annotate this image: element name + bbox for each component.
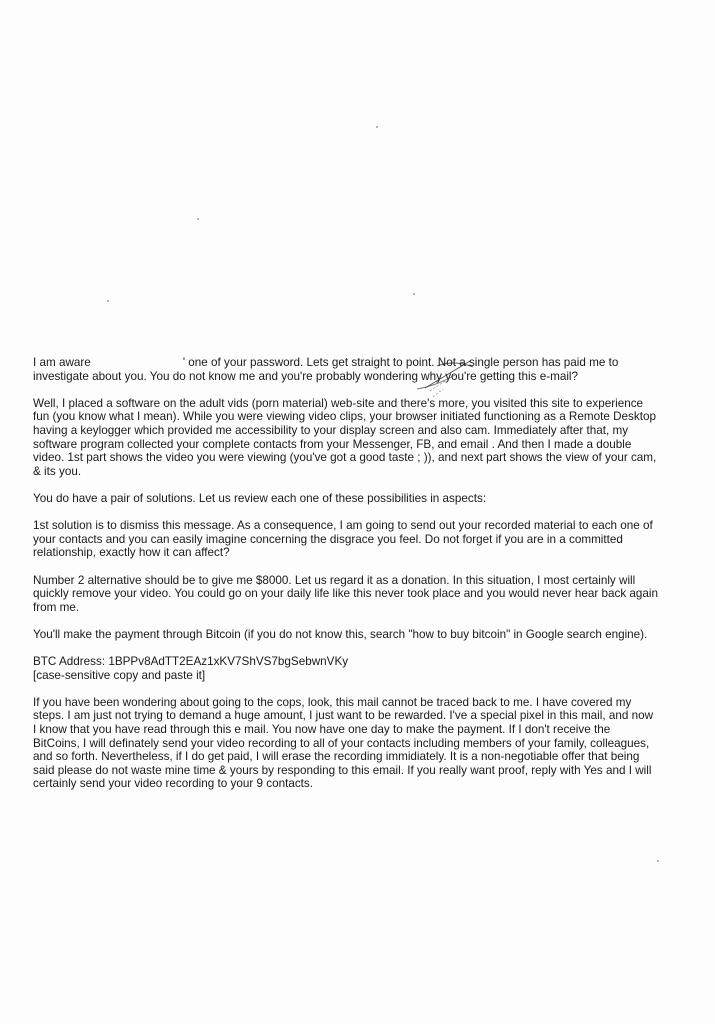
scan-speck xyxy=(197,218,199,220)
letter-paragraph-intro xyxy=(33,356,658,383)
letter-paragraph-payment: You'll make the payment through Bitcoin (if you do not know this, search "how to buy bitcoin" in Google search engine). xyxy=(33,627,648,641)
letter-paragraph-software: Well, I placed a software on the adult vids (porn material) web-site and there's more, you visited this site to experience fun (you know what I mean). While you were viewing video clips, your browser initiated functioning as a Remote Desktop having a keylogger which provided me accessibility to your display screen and also cam. Immediately after that, my software program collected your complete contacts from your Messenger, FB, and email . And then I made a double video. 1st part shows the video you were viewing (you've got a good taste ; )), and next part shows the view of your cam, & its you. xyxy=(33,396,657,478)
btc-address-line: BTC Address: 1BPPv8AdTT2EAz1xKV7ShVS7bgSebwnVKy xyxy=(33,655,349,669)
letter-paragraph-option-two: Number 2 alternative should be to give me $8000. Let us regard it as a donation. In this situation, I most certainly will quickly remove your video. You could go on your daily life like this never took place and you would never hear back again from me. xyxy=(33,573,659,614)
intro-text-end: ' one of your password. Lets get straight to point. Not a single person has paid me to investigate about you. You do not know me and you're probably wondering why you're getting this e-mail? xyxy=(33,356,619,383)
letter-paragraph-closing: If you have been wondering about going to the cops, look, this mail cannot be traced back to me. I have covered my steps. I am just not trying to demand a huge amount, I just want to be rewarded. I've a special pixel in this mail, and now I know that you have read through this e mail. You now have one day to make the payment. If I don't receive the BitCoins, I will definately send your video recording to all of your contacts including members of your family, colleagues, and so forth. Nevertheless, if I do get paid, I will erase the recording immidiately. It is a non-negotiable offer that being said please do not waste mine time & yours by responding to this email. If you really want proof, reply with Yes and I will certainly send your video recording to your 9 contacts. xyxy=(33,695,654,791)
scan-speck xyxy=(376,126,378,128)
scan-speck xyxy=(413,293,415,295)
scan-speck xyxy=(107,300,109,302)
btc-address-note: [case-sensitive copy and paste it] xyxy=(33,668,206,682)
intro-text-start: I am aware xyxy=(33,356,91,369)
letter-paragraph-solutions: You do have a pair of solutions. Let us review each one of these possibilities in aspects: xyxy=(33,491,487,505)
extortion-letter-body xyxy=(33,356,658,805)
letter-paragraph-option-one: 1st solution is to dismiss this message. As a consequence, I am going to send out your recorded material to each one of your contacts and you can easily imagine concerning the disgrace you feel. Do not forget if you are in a committed relationship, exactly how it can affect? xyxy=(33,519,653,560)
scan-speck xyxy=(657,860,659,862)
